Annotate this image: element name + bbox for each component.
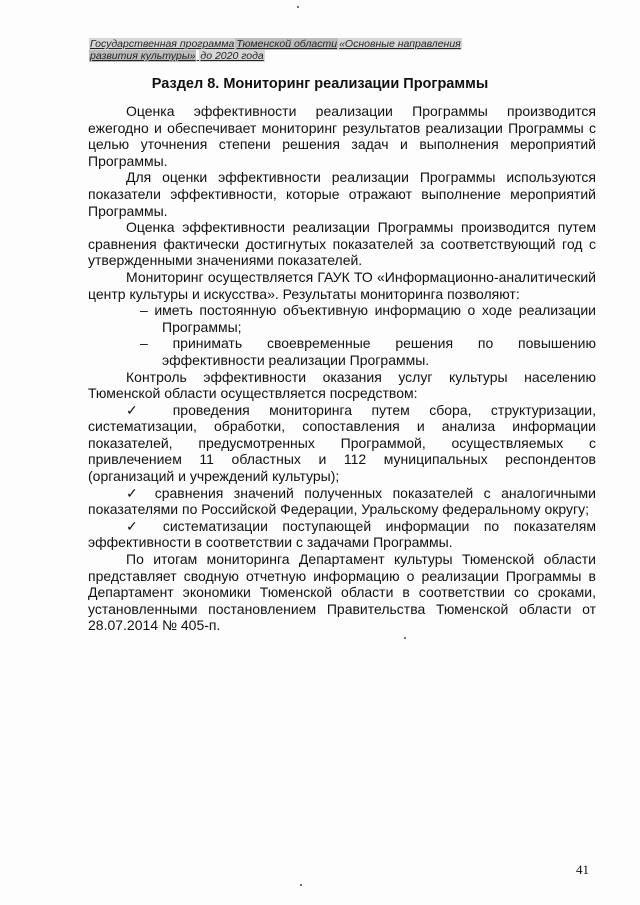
header-line-2 — [89, 50, 601, 62]
running-header — [89, 38, 601, 62]
check-list-item: ✓ сравнения значений полученных показателей с аналогичными показателями по Российской Федерации, Уральскому федеральному округу; — [88, 484, 596, 518]
scan-speck — [297, 6, 299, 8]
header-line-1 — [89, 38, 601, 50]
check-list-item: ✓ систематизации поступающей информации по показателям эффективности в соответствии с задачами Программы. — [88, 517, 596, 551]
header-segment: Тюменской области — [236, 38, 338, 50]
header-segment: развития культуры» — [90, 50, 196, 62]
paragraph: Для оценки эффективности реализации Программы используются показатели эффективности, которые отражают выполнение мероприятий Программы. — [88, 169, 596, 219]
paragraph: Контроль эффективности оказания услуг культуры населению Тюменской области осуществляется посредством: — [88, 368, 596, 402]
check-list-item: ✓ проведения мониторинга путем сбора, структуризации, систематизации, обработки, сопоставления и анализа информации показателей, предусмотренных Программой, осуществляемых с привлечением 11 областных и 112 муниципальных респондентов (организаций и учреждений культуры); — [88, 401, 596, 485]
dash-list-item: – принимать своевременные решения по повышению эффективности реализации Программы. — [140, 335, 596, 368]
paragraph: Мониторинг осуществляется ГАУК ТО «Информационно-аналитический центр культуры и искусства». Результаты мониторинга позволяют: — [88, 268, 596, 302]
dash-list-item: – иметь постоянную объективную информацию о ходе реализации Программы; — [140, 302, 596, 335]
paragraph: По итогам мониторинга Департамент культуры Тюменской области представляет сводную отчетную информацию о реализации Программы в Департамент экономики Тюменской области в соответствии со сроками, установленными постановлением Правительства Тюменской области от 28.07.2014 № 405-п. — [88, 551, 596, 634]
section-title: Раздел 8. Мониторинг реализации Программы — [151, 76, 489, 92]
header-segment: «Основные направления — [339, 38, 461, 50]
paragraph: Оценка эффективности реализации Программы производится путем сравнения фактически достигнутых показателей за соответствующий год с утвержденными значениями показателей. — [88, 219, 596, 269]
document-body — [88, 103, 596, 634]
header-segment: Государственная программа — [90, 38, 235, 50]
paragraph: Оценка эффективности реализации Программы производится ежегодно и обеспечивает мониторинг результатов реализации Программы с целью уточнения степени решения задач и выполнения мероприятий Программы. — [88, 103, 596, 169]
scan-speck — [404, 637, 406, 639]
header-segment: до 2020 года — [200, 50, 264, 62]
scan-speck — [300, 884, 302, 886]
page-number: 41 — [576, 862, 589, 877]
